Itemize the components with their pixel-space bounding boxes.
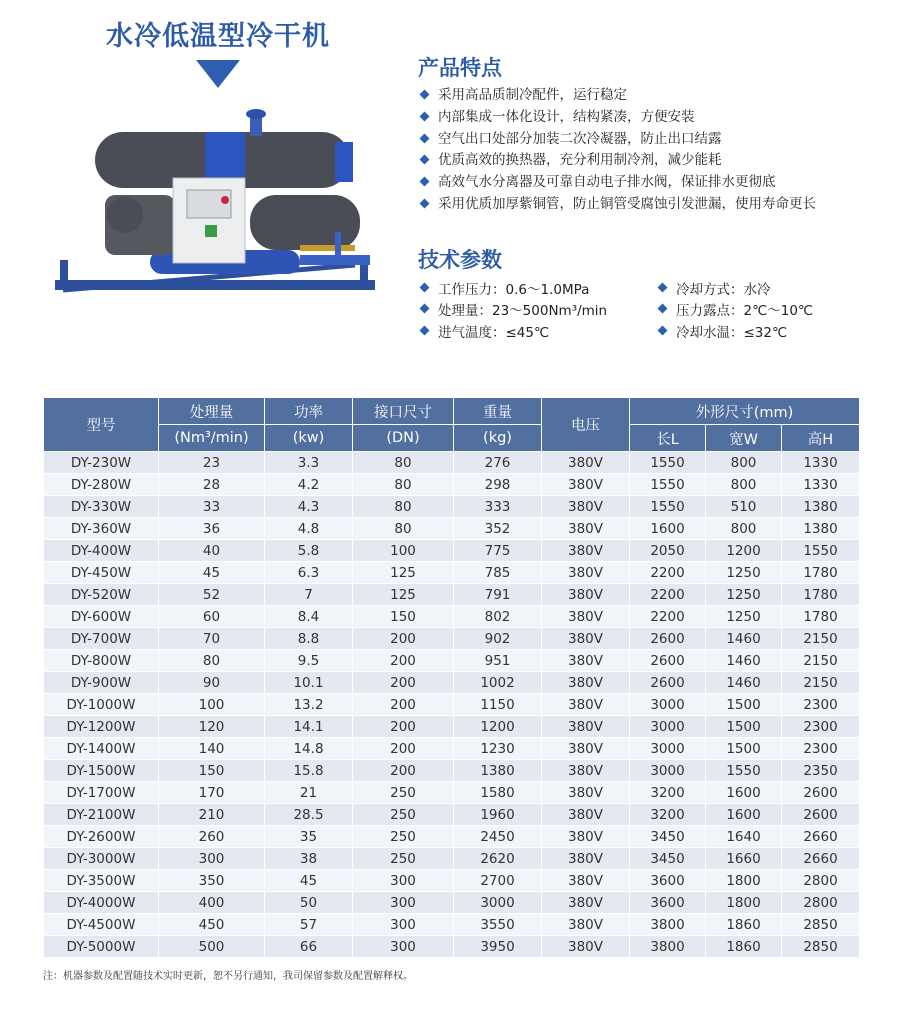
col-header-power: 功率 (265, 398, 353, 425)
table-cell: 200 (353, 672, 454, 694)
table-cell: 1600 (630, 518, 706, 540)
table-cell: 200 (353, 694, 454, 716)
diamond-bullet-icon (658, 282, 668, 292)
col-header-height: 高H (782, 425, 860, 452)
table-cell: 1860 (706, 936, 782, 958)
table-row (44, 606, 860, 628)
table-row (44, 936, 860, 958)
param-item: 压力露点：2℃～10℃ (653, 299, 813, 319)
table-row (44, 694, 860, 716)
table-cell: 45 (159, 562, 265, 584)
table-cell: 380V (542, 738, 630, 760)
param-item: 冷却方式：水冷 (653, 278, 771, 298)
table-cell: 3550 (454, 914, 542, 936)
table-cell: 380V (542, 782, 630, 804)
table-cell: 21 (265, 782, 353, 804)
table-cell: 200 (353, 628, 454, 650)
table-cell: 1500 (706, 716, 782, 738)
table-cell: 33 (159, 496, 265, 518)
table-cell: 1800 (706, 892, 782, 914)
table-cell: 800 (706, 474, 782, 496)
table-cell: 35 (265, 826, 353, 848)
table-cell: 3000 (630, 694, 706, 716)
table-cell: 66 (265, 936, 353, 958)
features-heading: 产品特点 (418, 56, 502, 80)
table-cell: 2600 (630, 672, 706, 694)
table-cell: 200 (353, 760, 454, 782)
param-item: 工作压力：0.6～1.0MPa (415, 278, 653, 298)
diamond-bullet-icon (420, 199, 430, 209)
table-cell: 1250 (706, 584, 782, 606)
table-cell: 4.8 (265, 518, 353, 540)
table-cell: 50 (265, 892, 353, 914)
table-cell: 80 (353, 518, 454, 540)
diamond-bullet-icon (420, 304, 430, 314)
table-cell: 3000 (630, 716, 706, 738)
table-cell: DY-600W (44, 606, 159, 628)
table-cell: 2600 (630, 628, 706, 650)
feature-item: 采用高品质制冷配件，运行稳定 (415, 85, 816, 107)
param-item: 进气温度：≤45℃ (415, 321, 653, 341)
table-cell: 1550 (782, 540, 860, 562)
table-cell: 450 (159, 914, 265, 936)
table-cell: 3000 (454, 892, 542, 914)
table-cell: DY-280W (44, 474, 159, 496)
table-cell: DY-1700W (44, 782, 159, 804)
table-cell: 10.1 (265, 672, 353, 694)
table-cell: 1460 (706, 672, 782, 694)
table-cell: 13.2 (265, 694, 353, 716)
table-cell: 2050 (630, 540, 706, 562)
feature-item: 优质高效的换热器，充分利用制冷剂，减少能耗 (415, 150, 816, 172)
table-cell: 1500 (706, 738, 782, 760)
table-cell: 380V (542, 672, 630, 694)
table-row (44, 782, 860, 804)
feature-item: 采用优质加厚紫铜管，防止铜管受腐蚀引发泄漏，使用寿命更长 (415, 194, 816, 216)
table-cell: 3450 (630, 826, 706, 848)
table-cell: 4.2 (265, 474, 353, 496)
table-cell: 1780 (782, 562, 860, 584)
col-header-width: 宽W (706, 425, 782, 452)
table-cell: 380V (542, 628, 630, 650)
table-cell: DY-2600W (44, 826, 159, 848)
table-cell: 333 (454, 496, 542, 518)
table-cell: 14.1 (265, 716, 353, 738)
table-cell: 276 (454, 452, 542, 474)
table-cell: 2600 (630, 650, 706, 672)
table-cell: 1380 (782, 496, 860, 518)
table-cell: DY-230W (44, 452, 159, 474)
table-cell: 2200 (630, 562, 706, 584)
table-cell: 3200 (630, 782, 706, 804)
table-cell: 2200 (630, 584, 706, 606)
table-cell: 1600 (706, 804, 782, 826)
table-cell: 4.3 (265, 496, 353, 518)
table-cell: 1780 (782, 584, 860, 606)
table-cell: 2850 (782, 914, 860, 936)
diamond-bullet-icon (420, 177, 430, 187)
table-cell: 2350 (782, 760, 860, 782)
table-cell: 1860 (706, 914, 782, 936)
table-cell: 9.5 (265, 650, 353, 672)
table-cell: 298 (454, 474, 542, 496)
table-cell: 200 (353, 738, 454, 760)
table-cell: 775 (454, 540, 542, 562)
table-cell: 380V (542, 606, 630, 628)
col-header-voltage: 电压 (542, 398, 630, 452)
table-row (44, 716, 860, 738)
table-cell: 1550 (706, 760, 782, 782)
table-cell: 28 (159, 474, 265, 496)
table-cell: 3200 (630, 804, 706, 826)
table-cell: 380V (542, 694, 630, 716)
table-cell: 1460 (706, 628, 782, 650)
table-cell: 1380 (782, 518, 860, 540)
table-cell: 2850 (782, 936, 860, 958)
table-cell: 380V (542, 892, 630, 914)
table-cell: 1330 (782, 474, 860, 496)
table-row (44, 804, 860, 826)
table-cell: 52 (159, 584, 265, 606)
table-cell: DY-4000W (44, 892, 159, 914)
table-cell: DY-4500W (44, 914, 159, 936)
table-cell: 400 (159, 892, 265, 914)
table-row (44, 914, 860, 936)
diamond-bullet-icon (420, 90, 430, 100)
table-row (44, 628, 860, 650)
table-cell: 500 (159, 936, 265, 958)
table-cell: 380V (542, 848, 630, 870)
table-cell: 300 (353, 914, 454, 936)
table-cell: 3000 (630, 760, 706, 782)
table-cell: 2150 (782, 628, 860, 650)
table-row (44, 672, 860, 694)
table-cell: 350 (159, 870, 265, 892)
table-row (44, 848, 860, 870)
table-cell: 1580 (454, 782, 542, 804)
table-cell: 150 (353, 606, 454, 628)
table-cell: 90 (159, 672, 265, 694)
diamond-bullet-icon (420, 325, 430, 335)
table-cell: 2200 (630, 606, 706, 628)
table-cell: 40 (159, 540, 265, 562)
table-row (44, 584, 860, 606)
table-cell: 791 (454, 584, 542, 606)
col-header-weight-unit: (kg) (454, 425, 542, 452)
table-cell: 380V (542, 584, 630, 606)
table-cell: 1150 (454, 694, 542, 716)
table-cell: 380V (542, 540, 630, 562)
table-cell: 1250 (706, 562, 782, 584)
table-cell: 1500 (706, 694, 782, 716)
table-cell: 60 (159, 606, 265, 628)
table-cell: 80 (353, 474, 454, 496)
table-cell: 785 (454, 562, 542, 584)
table-row (44, 892, 860, 914)
table-cell: 15.8 (265, 760, 353, 782)
table-cell: DY-2100W (44, 804, 159, 826)
table-cell: 2300 (782, 716, 860, 738)
table-cell: 120 (159, 716, 265, 738)
table-cell: DY-330W (44, 496, 159, 518)
table-row (44, 826, 860, 848)
table-cell: 2700 (454, 870, 542, 892)
table-cell: DY-700W (44, 628, 159, 650)
table-cell: 300 (353, 936, 454, 958)
table-cell: 380V (542, 474, 630, 496)
table-cell: 100 (159, 694, 265, 716)
feature-item: 高效气水分离器及可靠自动电子排水阀，保证排水更彻底 (415, 172, 816, 194)
col-header-capacity: 处理量 (159, 398, 265, 425)
table-cell: 1250 (706, 606, 782, 628)
table-cell: 2620 (454, 848, 542, 870)
table-cell: 2600 (782, 782, 860, 804)
table-cell: 250 (353, 782, 454, 804)
table-cell: 125 (353, 562, 454, 584)
param-item: 冷却水温：≤32℃ (653, 321, 787, 341)
table-cell: 2150 (782, 672, 860, 694)
spec-table (43, 397, 860, 958)
table-cell: DY-1200W (44, 716, 159, 738)
feature-item: 空气出口处部分加装二次冷凝器，防止出口结露 (415, 129, 816, 151)
table-cell: 800 (706, 452, 782, 474)
diamond-bullet-icon (420, 155, 430, 165)
table-cell: 2600 (782, 804, 860, 826)
table-cell: 200 (353, 650, 454, 672)
table-cell: 380V (542, 496, 630, 518)
table-cell: 100 (353, 540, 454, 562)
feature-item: 内部集成一体化设计，结构紧凑，方便安装 (415, 107, 816, 129)
diamond-bullet-icon (658, 325, 668, 335)
table-cell: DY-1400W (44, 738, 159, 760)
table-cell: 951 (454, 650, 542, 672)
table-cell: DY-3000W (44, 848, 159, 870)
table-cell: 80 (353, 452, 454, 474)
table-cell: DY-5000W (44, 936, 159, 958)
table-cell: DY-900W (44, 672, 159, 694)
table-cell: 2800 (782, 870, 860, 892)
table-cell: 125 (353, 584, 454, 606)
table-cell: 380V (542, 826, 630, 848)
machine-image (55, 100, 375, 315)
table-cell: 1002 (454, 672, 542, 694)
table-cell: DY-400W (44, 540, 159, 562)
params-grid (415, 277, 813, 342)
table-cell: 2660 (782, 826, 860, 848)
col-header-dims: 外形尺寸(mm) (630, 398, 860, 425)
table-cell: DY-1500W (44, 760, 159, 782)
diamond-bullet-icon (420, 282, 430, 292)
table-cell: 1200 (454, 716, 542, 738)
table-row (44, 760, 860, 782)
table-row (44, 650, 860, 672)
table-cell: 1380 (454, 760, 542, 782)
table-cell: 70 (159, 628, 265, 650)
table-cell: 380V (542, 518, 630, 540)
table-cell: 250 (353, 826, 454, 848)
params-heading: 技术参数 (418, 248, 502, 272)
table-cell: 38 (265, 848, 353, 870)
table-cell: 250 (353, 848, 454, 870)
table-cell: 902 (454, 628, 542, 650)
table-cell: 1230 (454, 738, 542, 760)
table-row (44, 562, 860, 584)
table-cell: 1550 (630, 474, 706, 496)
table-cell: 6.3 (265, 562, 353, 584)
table-cell: 352 (454, 518, 542, 540)
table-cell: 14.8 (265, 738, 353, 760)
table-cell: 380V (542, 914, 630, 936)
table-cell: 140 (159, 738, 265, 760)
table-cell: 80 (353, 496, 454, 518)
table-cell: 2300 (782, 738, 860, 760)
table-cell: 1640 (706, 826, 782, 848)
table-cell: 36 (159, 518, 265, 540)
col-header-weight: 重量 (454, 398, 542, 425)
table-cell: 1200 (706, 540, 782, 562)
table-cell: 1600 (706, 782, 782, 804)
table-cell: 57 (265, 914, 353, 936)
diamond-bullet-icon (420, 133, 430, 143)
table-cell: DY-800W (44, 650, 159, 672)
table-cell: 45 (265, 870, 353, 892)
table-cell: 7 (265, 584, 353, 606)
table-cell: 2450 (454, 826, 542, 848)
table-cell: 3950 (454, 936, 542, 958)
table-cell: 510 (706, 496, 782, 518)
table-cell: 1780 (782, 606, 860, 628)
table-cell: DY-1000W (44, 694, 159, 716)
table-cell: 3450 (630, 848, 706, 870)
diamond-bullet-icon (658, 304, 668, 314)
col-header-length: 长L (630, 425, 706, 452)
table-row (44, 540, 860, 562)
table-cell: 380V (542, 716, 630, 738)
table-cell: 80 (159, 650, 265, 672)
table-cell: 380V (542, 804, 630, 826)
col-header-port: 接口尺寸 (353, 398, 454, 425)
table-cell: 380V (542, 650, 630, 672)
table-cell: 3600 (630, 892, 706, 914)
diamond-bullet-icon (420, 111, 430, 121)
table-cell: 802 (454, 606, 542, 628)
table-row (44, 474, 860, 496)
table-cell: 3800 (630, 914, 706, 936)
table-cell: 380V (542, 870, 630, 892)
footnote: 注：机器参数及配置随技术实时更新，恕不另行通知，我司保留参数及配置解释权。 (43, 971, 413, 982)
table-row (44, 870, 860, 892)
table-cell: 3000 (630, 738, 706, 760)
table-cell: 2800 (782, 892, 860, 914)
table-cell: 23 (159, 452, 265, 474)
table-cell: 8.4 (265, 606, 353, 628)
table-cell: 260 (159, 826, 265, 848)
table-row (44, 518, 860, 540)
col-header-port-unit: (DN) (353, 425, 454, 452)
table-cell: 1550 (630, 496, 706, 518)
table-cell: 1660 (706, 848, 782, 870)
table-cell: 8.8 (265, 628, 353, 650)
table-cell: 3.3 (265, 452, 353, 474)
col-header-capacity-unit: (Nm³/min) (159, 425, 265, 452)
table-row (44, 496, 860, 518)
table-cell: 5.8 (265, 540, 353, 562)
table-cell: 150 (159, 760, 265, 782)
table-cell: DY-360W (44, 518, 159, 540)
table-cell: 3600 (630, 870, 706, 892)
features-list (415, 85, 816, 216)
table-cell: 1800 (706, 870, 782, 892)
table-cell: DY-520W (44, 584, 159, 606)
table-cell: 2660 (782, 848, 860, 870)
table-cell: 1550 (630, 452, 706, 474)
product-title: 水冷低温型冷干机 (106, 21, 330, 52)
table-cell: 380V (542, 936, 630, 958)
table-cell: 3800 (630, 936, 706, 958)
table-cell: DY-450W (44, 562, 159, 584)
table-cell: 28.5 (265, 804, 353, 826)
table-cell: 380V (542, 760, 630, 782)
table-cell: 1960 (454, 804, 542, 826)
table-cell: 200 (353, 716, 454, 738)
table-cell: 380V (542, 562, 630, 584)
table-cell: 210 (159, 804, 265, 826)
table-cell: 2300 (782, 694, 860, 716)
table-row (44, 452, 860, 474)
table-cell: 380V (542, 452, 630, 474)
table-row (44, 738, 860, 760)
table-cell: 2150 (782, 650, 860, 672)
table-cell: 250 (353, 804, 454, 826)
table-cell: 800 (706, 518, 782, 540)
col-header-power-unit: (kw) (265, 425, 353, 452)
table-cell: 1330 (782, 452, 860, 474)
table-cell: 300 (159, 848, 265, 870)
table-cell: 1460 (706, 650, 782, 672)
param-item: 处理量：23～500Nm³/min (415, 299, 653, 319)
down-arrow-icon (196, 60, 240, 88)
table-cell: 300 (353, 892, 454, 914)
table-cell: DY-3500W (44, 870, 159, 892)
table-cell: 170 (159, 782, 265, 804)
col-header-model: 型号 (44, 398, 159, 452)
table-cell: 300 (353, 870, 454, 892)
